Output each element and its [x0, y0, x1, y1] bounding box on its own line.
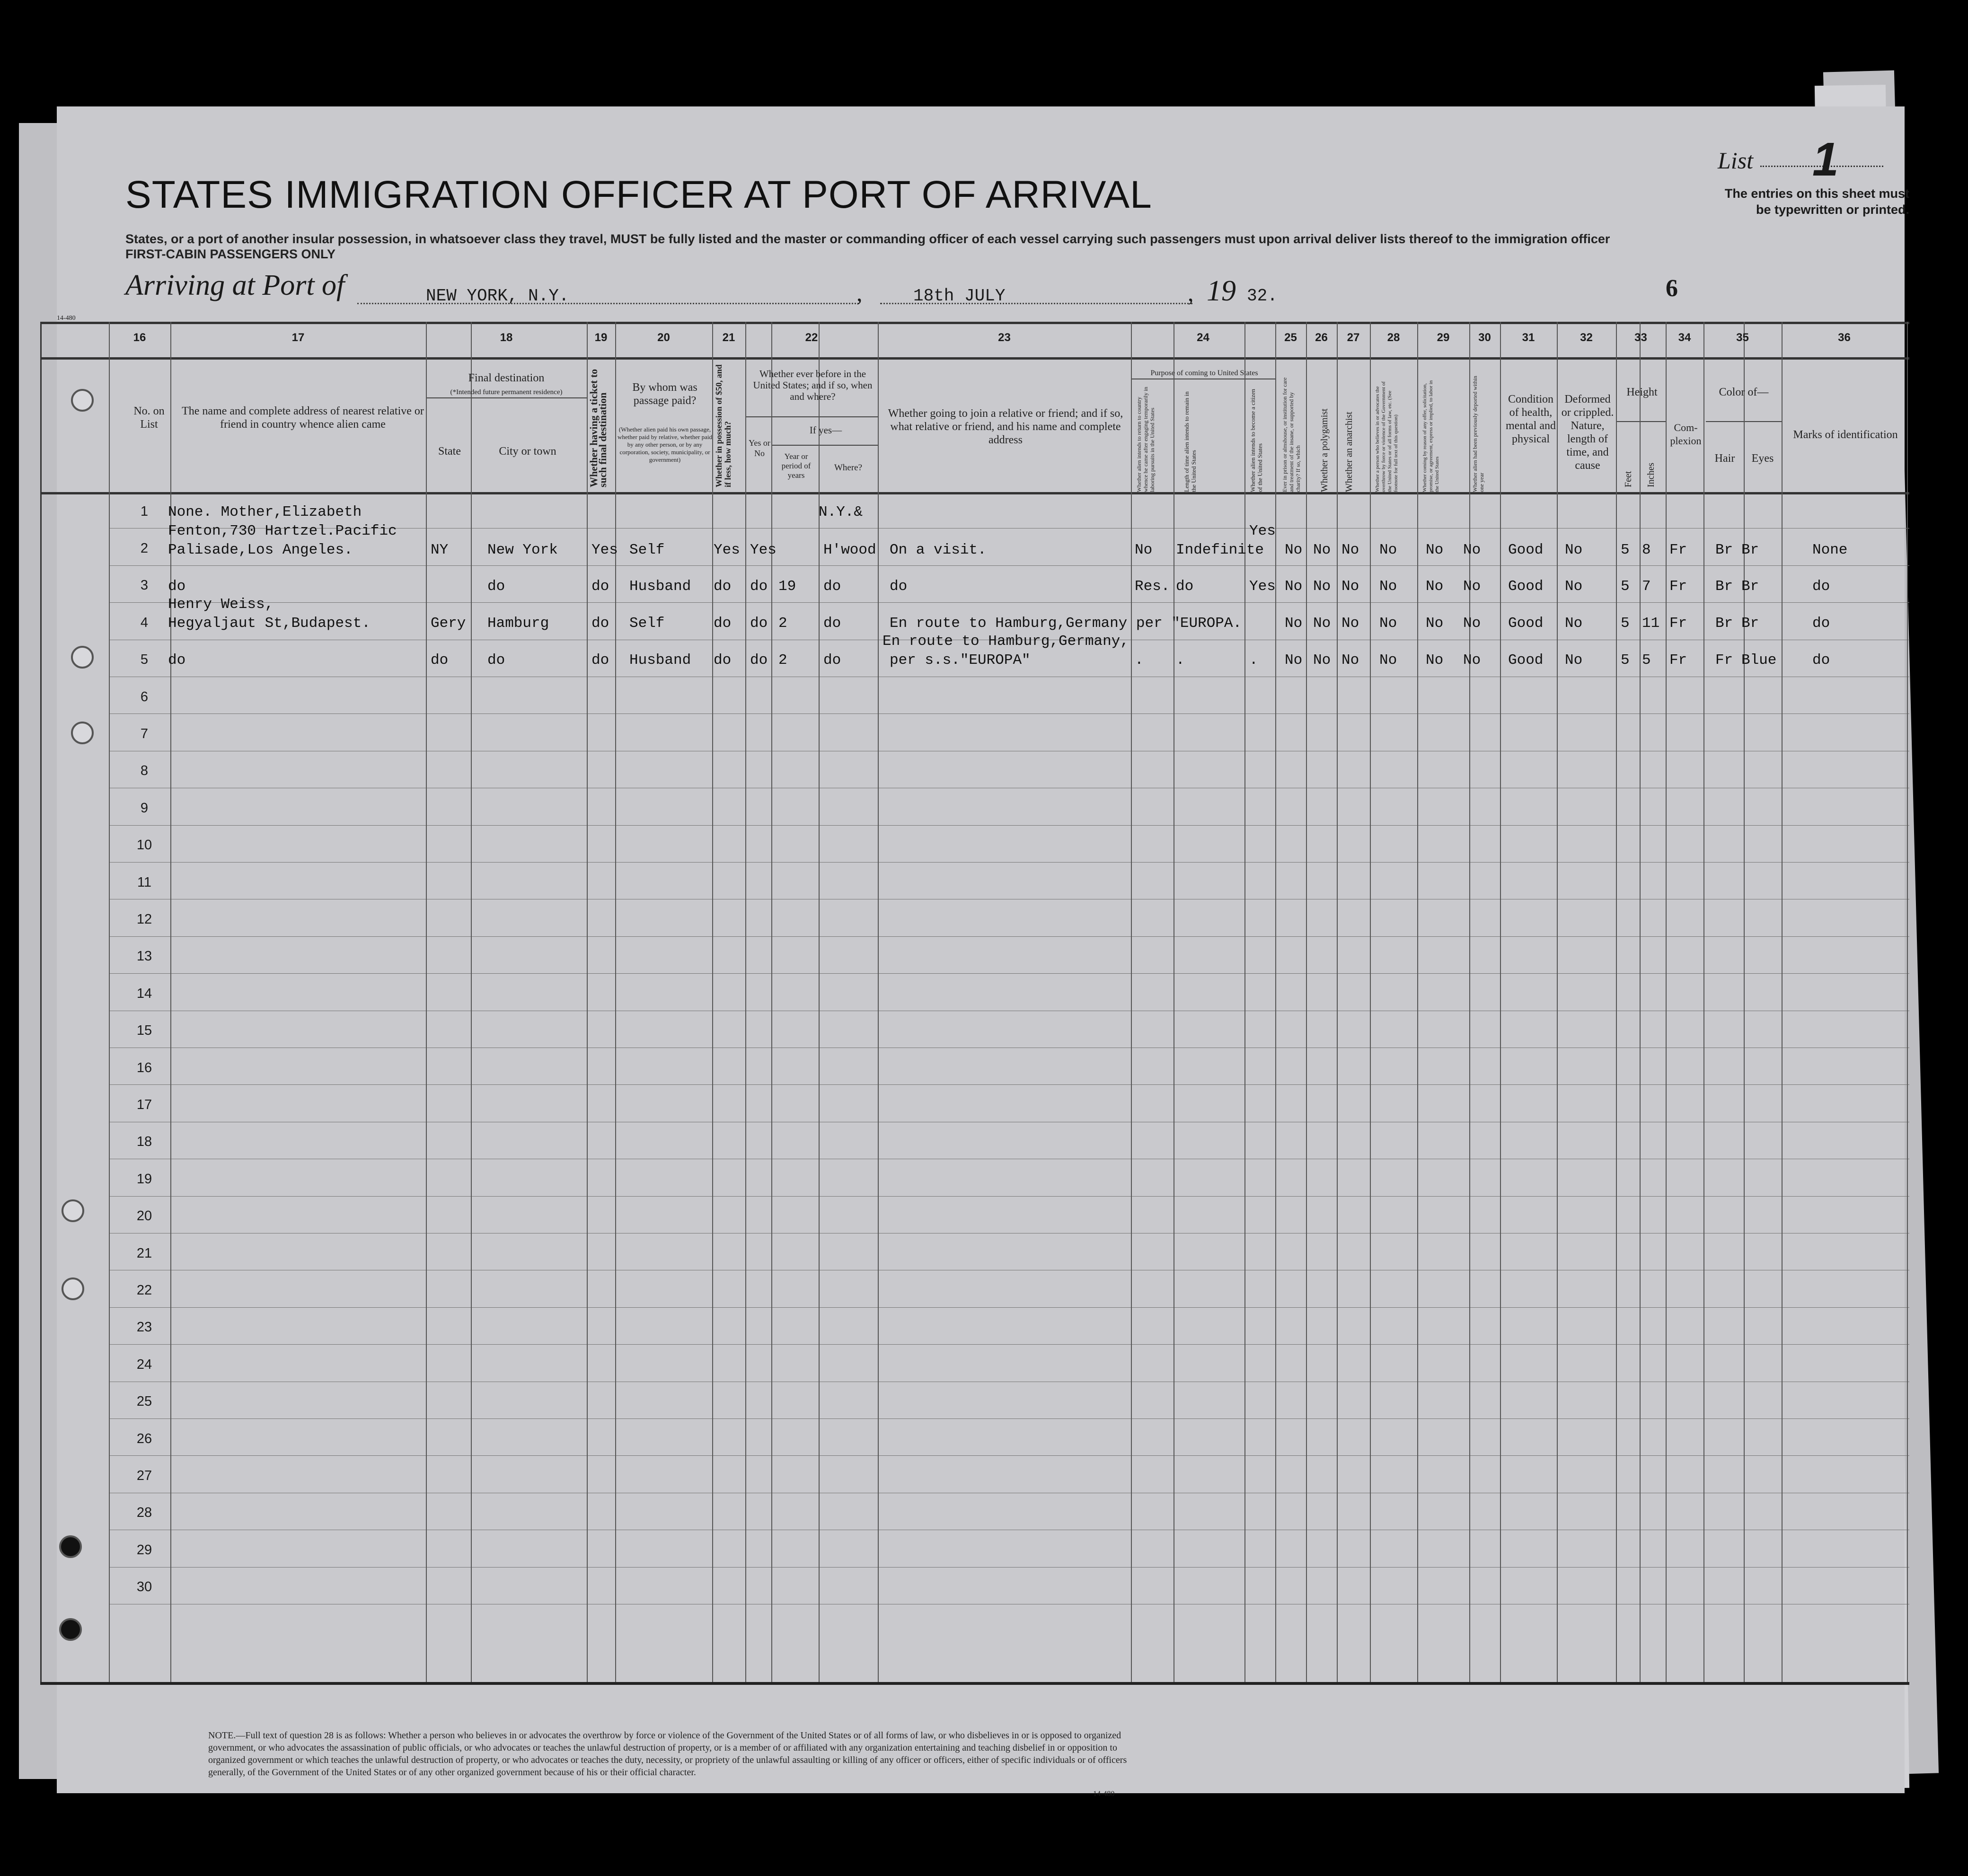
row-number: 26	[136, 1431, 152, 1446]
header-col32: Deformed or crippled. Nature, length of time, and cause	[1561, 393, 1614, 472]
column-rule	[109, 322, 110, 1682]
header-col28: Whether a person who believes in or advocates the overthrow by force or violence of the Government of the United States or of all forms of law, etc. (See footnote for full text of this question)	[1375, 381, 1399, 492]
entry-before: do	[750, 615, 768, 632]
entry-joining-l2: do	[890, 578, 908, 595]
entry-deformed: No	[1565, 542, 1583, 558]
entry-marks: do	[1812, 615, 1830, 632]
row-number: 17	[136, 1097, 152, 1112]
header-col26: Whether a polygamist	[1319, 408, 1330, 492]
typewritten-note-line1: The entries on this sheet must	[1724, 186, 1909, 201]
entry-prison: No	[1285, 652, 1303, 669]
header-col35-eyes: Eyes	[1751, 452, 1774, 465]
entry-eyes: Br	[1741, 615, 1759, 632]
entry-health: Good	[1508, 578, 1544, 595]
entry-money: do	[714, 578, 732, 595]
entry-inches: 7	[1642, 578, 1651, 595]
rule-col22-sub	[745, 416, 878, 417]
entry-q30: No	[1463, 652, 1481, 669]
column-rule	[1370, 322, 1371, 1682]
entry-feet: 5	[1621, 578, 1630, 595]
form-title: STATES IMMIGRATION OFFICER AT PORT OF ARRIVAL	[125, 173, 1152, 216]
binder-hole	[62, 1199, 84, 1222]
form-code-top: 14-480	[57, 315, 76, 322]
entry-state: Gery	[431, 615, 466, 632]
entry-city: New York	[487, 542, 558, 558]
year-prefix: 19	[1207, 275, 1236, 307]
row-number: 18	[136, 1134, 152, 1150]
entry-hair: Br	[1715, 542, 1733, 558]
column-rule	[712, 322, 713, 1682]
entry-q28: No	[1379, 578, 1397, 595]
form-passenger-class: FIRST-CABIN PASSENGERS ONLY	[125, 247, 336, 261]
entry-q28: No	[1379, 652, 1397, 669]
row-number: 16	[136, 1060, 152, 1075]
row-number: 12	[136, 912, 152, 927]
column-number: 32	[1580, 331, 1593, 344]
entry-eyes: Br	[1741, 542, 1759, 558]
header-col34: Com- plexion	[1670, 422, 1702, 447]
row-number: 21	[136, 1245, 152, 1261]
header-col18-sub: (*Intended future permanent residence)	[450, 388, 563, 396]
column-number: 21	[722, 331, 735, 344]
list-number: 1	[1812, 133, 1839, 186]
row-number: 20	[136, 1208, 152, 1224]
entry-deformed: No	[1565, 578, 1583, 595]
typewritten-note-line2: be typewritten or printed.	[1756, 203, 1909, 217]
rule-bottom	[40, 1682, 1909, 1685]
header-col20: By whom was passage paid?	[632, 381, 697, 407]
binder-hole	[59, 1618, 82, 1641]
comma-1: ,	[856, 280, 863, 306]
entry-relative-l2: Fenton,730 Hartzel.Pacific	[168, 523, 397, 539]
row-number: 1	[140, 503, 149, 519]
column-rule	[1417, 322, 1418, 1682]
header-col24-length: Length of time alien intends to remain in the United States	[1183, 391, 1197, 492]
year-suffix: 32.	[1247, 286, 1278, 306]
port-value: NEW YORK, N.Y.	[426, 286, 569, 306]
sheet-number: 6	[1666, 275, 1678, 302]
column-number: 24	[1197, 331, 1209, 344]
entry-joining-l1: En route to Hamburg,Germany,	[883, 633, 1129, 650]
column-rule	[1557, 322, 1558, 1682]
column-rule	[1469, 322, 1470, 1682]
header-col22-year: Year or period of years	[781, 452, 811, 480]
header-col33-group: Height	[1626, 386, 1658, 398]
entry-feet: 5	[1621, 652, 1630, 669]
column-number: 30	[1478, 331, 1491, 344]
binder-hole	[71, 389, 94, 412]
entry-marks: do	[1812, 652, 1830, 669]
entry-anarchist: No	[1341, 615, 1359, 632]
entry-where-l1: N.Y.&	[819, 504, 863, 520]
column-number: 18	[500, 331, 513, 344]
header-col18-city: City or town	[499, 445, 556, 458]
entry-relative-l3: Palisade,Los Angeles.	[168, 542, 353, 558]
entry-q29: No	[1426, 615, 1444, 632]
entry-q29: No	[1426, 578, 1444, 595]
entry-length: Indefinite	[1176, 542, 1264, 558]
entry-money: Yes	[714, 542, 740, 558]
entry-complexion: Fr	[1669, 542, 1687, 558]
row-number: 10	[136, 837, 152, 853]
entry-marks: do	[1812, 578, 1830, 595]
row-number: 8	[140, 763, 149, 779]
entry-prison: No	[1285, 578, 1303, 595]
entry-polygamist: No	[1313, 652, 1331, 669]
entry-relative-l1: None. Mother,Elizabeth	[168, 504, 362, 520]
header-col19: Whether having a ticket to such final destination	[588, 369, 609, 487]
entry-relative-l3: do	[168, 652, 186, 669]
row-number: 15	[136, 1023, 152, 1039]
row-number: 7	[140, 726, 149, 741]
entry-complexion: Fr	[1669, 652, 1687, 669]
entry-joining-l2: En route to Hamburg,Germany per "EUROPA.	[890, 615, 1242, 632]
header-col22-ifyes: If yes—	[809, 424, 842, 436]
row-number: 22	[136, 1283, 152, 1298]
row-number: 28	[136, 1505, 152, 1521]
entry-length: .	[1176, 652, 1185, 669]
entry-q28: No	[1379, 542, 1397, 558]
entry-joining-l2: per s.s."EUROPA"	[890, 652, 1031, 669]
header-col30: Whether alien had been previously deported within one year	[1472, 376, 1485, 492]
row-number: 27	[136, 1468, 152, 1483]
entry-polygamist: No	[1313, 615, 1331, 632]
entry-health: Good	[1508, 542, 1544, 558]
header-col20-sub: (Whether alien paid his own passage, whether paid by relative, whether paid by any other person, or by any corporation, society, municipality, or government)	[618, 426, 712, 463]
entry-inches: 11	[1642, 615, 1660, 632]
column-number: 19	[594, 331, 608, 344]
entry-q30: No	[1463, 578, 1481, 595]
entry-money: do	[714, 652, 732, 669]
row-number: 29	[136, 1542, 152, 1558]
entry-ticket: do	[591, 652, 609, 669]
entry-q29: No	[1426, 542, 1444, 558]
binder-hole	[71, 722, 94, 744]
header-col36: Marks of identification	[1793, 429, 1898, 441]
column-rule	[1616, 322, 1617, 1682]
header-col33-inches: Inches	[1646, 462, 1656, 487]
column-number: 16	[133, 331, 146, 344]
entry-money: do	[714, 615, 732, 632]
footnote: NOTE.—Full text of question 28 is as follows: Whether a person who believes in or advocates the overthrow by force or violence of the Government of the United States or of all forms of law, or who disbelieves in or is opposed to organized government, or who advocates the assassination of public officials, or who advocates or teaches the unlawful destruction of property, or is a member of or affiliated with any organization entertaining and teaching disbelief in or opposition to organized government or which teaches the unlawful destruction of property, or who advocates or teaches the duty, necessity, or propriety of the unlawful assaulting or killing of any officer or officers, either of specific individuals or of officers generally, of the Government of the United States or of any other organized government because of his or their official character.	[208, 1730, 1127, 1778]
entry-anarchist: No	[1341, 652, 1359, 669]
row-number: 13	[136, 949, 152, 964]
entry-relative-l3: do	[168, 578, 186, 595]
binder-hole	[62, 1277, 84, 1300]
entry-inches: 5	[1642, 652, 1651, 669]
entry-city: do	[487, 578, 505, 595]
column-rule	[771, 322, 772, 1682]
rule-left	[40, 322, 42, 1682]
entry-years: 2	[778, 652, 787, 669]
column-rule	[819, 322, 820, 1682]
header-col31: Condition of health, mental and physical	[1506, 393, 1556, 445]
entry-anarchist: No	[1341, 578, 1359, 595]
entry-hair: Fr	[1715, 652, 1733, 669]
entry-polygamist: No	[1313, 542, 1331, 558]
binder-hole	[59, 1535, 82, 1558]
column-rule	[471, 322, 472, 1682]
entry-citizen-l1: Yes	[1249, 523, 1276, 539]
column-number: 36	[1838, 331, 1851, 344]
entry-before: Yes	[750, 542, 777, 558]
header-col24-return: Whether alien intends to return to country whence he came after engaging temporarily in laboring pursuits in the United States	[1136, 387, 1156, 492]
row-number: 24	[136, 1356, 152, 1372]
entry-marks: None	[1812, 542, 1848, 558]
header-col33-feet: Feet	[1623, 471, 1633, 487]
header-col25: Ever in prison or almshouse, or institution for care and treatment of the insane, or supported by charity? If so, which	[1281, 377, 1301, 492]
header-col17: The name and complete address of nearest relative or friend in country whence alien came	[182, 405, 424, 431]
column-rule	[745, 322, 746, 1682]
entry-inches: 8	[1642, 542, 1651, 558]
column-number: 33	[1634, 331, 1647, 344]
column-rule	[1703, 322, 1704, 1682]
header-col16: No. on List	[133, 405, 165, 431]
column-rule	[1500, 322, 1501, 1682]
entry-deformed: No	[1565, 615, 1583, 632]
row-number: 30	[136, 1579, 152, 1595]
rule-colnums	[40, 357, 1909, 360]
column-rule	[426, 322, 427, 1682]
entry-prison: No	[1285, 542, 1303, 558]
column-rule	[1744, 322, 1745, 1682]
row-number: 19	[136, 1171, 152, 1187]
row-number: 9	[140, 800, 149, 816]
header-col35-group: Color of—	[1719, 386, 1769, 398]
entry-ticket: do	[591, 615, 609, 632]
row-number: 23	[136, 1320, 152, 1335]
entry-years: 19	[778, 578, 796, 595]
entry-q30: No	[1463, 542, 1481, 558]
row-number: 11	[137, 874, 152, 890]
column-number: 27	[1347, 331, 1360, 344]
entry-hair: Br	[1715, 615, 1733, 632]
form-code-bottom: 14-480	[1093, 1790, 1115, 1798]
entry-polygamist: No	[1313, 578, 1331, 595]
row-number: 25	[136, 1394, 152, 1409]
entry-joining-l2: On a visit.	[890, 542, 987, 558]
list-label: List	[1718, 147, 1754, 174]
entry-eyes: Blue	[1741, 652, 1777, 669]
column-number: 31	[1522, 331, 1535, 344]
header-col23: Whether going to join a relative or friend; and if so, what relative or friend, and his name and complete address	[888, 407, 1123, 446]
rule-top	[40, 322, 1909, 324]
entry-city: do	[487, 652, 505, 669]
column-rule	[1782, 322, 1783, 1682]
column-rule	[1306, 322, 1307, 1682]
header-col18-group: Final destination	[468, 372, 545, 384]
header-col27: Whether an anarchist	[1344, 412, 1354, 492]
row-number: 14	[136, 986, 152, 1001]
entry-eyes: Br	[1741, 578, 1759, 595]
column-number: 25	[1284, 331, 1297, 344]
header-col22-yesno: Yes or No	[749, 438, 770, 458]
date-value: 18th JULY	[913, 286, 1006, 306]
entry-q30: No	[1463, 615, 1481, 632]
header-col18-state: State	[438, 445, 461, 458]
entry-where-l2: H'wood	[823, 542, 876, 558]
row-number: 2	[140, 541, 149, 556]
entry-relative-l2: Henry Weiss,	[168, 596, 274, 613]
column-number: 29	[1437, 331, 1450, 344]
entry-where-l2: do	[823, 578, 841, 595]
header-col22-where: Where?	[834, 463, 863, 473]
header-col24-citizen: Whether alien intends to become a citizen of the United States	[1249, 388, 1263, 492]
entry-return: No	[1135, 542, 1153, 558]
entry-paid-by: Husband	[629, 578, 691, 595]
entry-ticket: do	[591, 578, 609, 595]
rule-col33-sub	[1616, 421, 1666, 422]
header-col24-group: Purpose of coming to United States	[1150, 369, 1258, 377]
column-number: 17	[291, 331, 305, 344]
entry-complexion: Fr	[1669, 615, 1687, 632]
column-rule	[1244, 322, 1245, 1682]
entry-city: Hamburg	[487, 615, 549, 632]
column-rule	[1666, 322, 1667, 1682]
entry-prison: No	[1285, 615, 1303, 632]
header-col35-hair: Hair	[1714, 452, 1735, 465]
column-number: 28	[1387, 331, 1400, 344]
entry-citizen-l2: .	[1249, 652, 1258, 669]
row-number: 4	[140, 615, 149, 630]
entry-where-l2: do	[823, 652, 841, 669]
entry-feet: 5	[1621, 542, 1630, 558]
arriving-label: Arriving at Port of	[125, 269, 345, 301]
entry-state: NY	[431, 542, 449, 558]
column-rule	[587, 322, 588, 1682]
entry-ticket: Yes	[591, 542, 618, 558]
column-number: 26	[1315, 331, 1328, 344]
entry-health: Good	[1508, 615, 1544, 632]
entry-before: do	[750, 652, 768, 669]
entry-health: Good	[1508, 652, 1544, 669]
column-rule	[878, 322, 879, 1682]
column-rule	[615, 322, 616, 1682]
entry-citizen-l2: Yes	[1249, 578, 1276, 595]
entry-return: .	[1135, 652, 1144, 669]
entry-where-l2: do	[823, 615, 841, 632]
entry-q28: No	[1379, 615, 1397, 632]
row-number: 5	[140, 652, 149, 668]
form-instruction: States, or a port of another insular possession, in whatsoever class they travel, MUST be fully listed and the master or commanding officer of each vessel carrying such passengers must upon arrival deliver lists thereof to the immigration officer	[125, 232, 1610, 246]
column-number: 35	[1736, 331, 1749, 344]
typewritten-note	[1673, 185, 1909, 218]
entry-q29: No	[1426, 652, 1444, 669]
entry-before: do	[750, 578, 768, 595]
column-number: 34	[1678, 331, 1691, 344]
header-col29: Whether coming by reason of any offer, solicitation, promise, or agreement, express or implied, to labor in the United States	[1422, 380, 1440, 492]
rule-col22-sub2	[771, 445, 878, 446]
entry-hair: Br	[1715, 578, 1733, 595]
header-col21: Whether in possession of $50, and if less, how much?	[714, 364, 732, 487]
entry-complexion: Fr	[1669, 578, 1687, 595]
entry-feet: 5	[1621, 615, 1630, 632]
entry-length: do	[1176, 578, 1194, 595]
column-rule	[1640, 322, 1641, 1682]
row-number: 3	[140, 578, 149, 593]
column-number: 20	[657, 331, 670, 344]
header-col22-group: Whether ever before in the United States; and if so, when and where?	[753, 368, 873, 402]
row-number: 6	[140, 689, 149, 705]
column-rule	[1131, 322, 1132, 1682]
column-number: 23	[998, 331, 1011, 344]
entry-years: 2	[778, 615, 787, 632]
entry-paid-by: Self	[629, 542, 665, 558]
binder-hole	[71, 646, 94, 669]
entry-paid-by: Husband	[629, 652, 691, 669]
entry-deformed: No	[1565, 652, 1583, 669]
comma-2: ,	[1188, 280, 1194, 306]
entry-relative-l3: Hegyaljaut St,Budapest.	[168, 615, 371, 632]
column-rule	[1907, 322, 1908, 1682]
entry-state: do	[431, 652, 449, 669]
column-number: 22	[805, 331, 818, 344]
entry-paid-by: Self	[629, 615, 665, 632]
entry-anarchist: No	[1341, 542, 1359, 558]
column-rule	[1337, 322, 1338, 1682]
rule-header-bottom	[40, 492, 1909, 494]
entry-return: Res.	[1135, 578, 1170, 595]
